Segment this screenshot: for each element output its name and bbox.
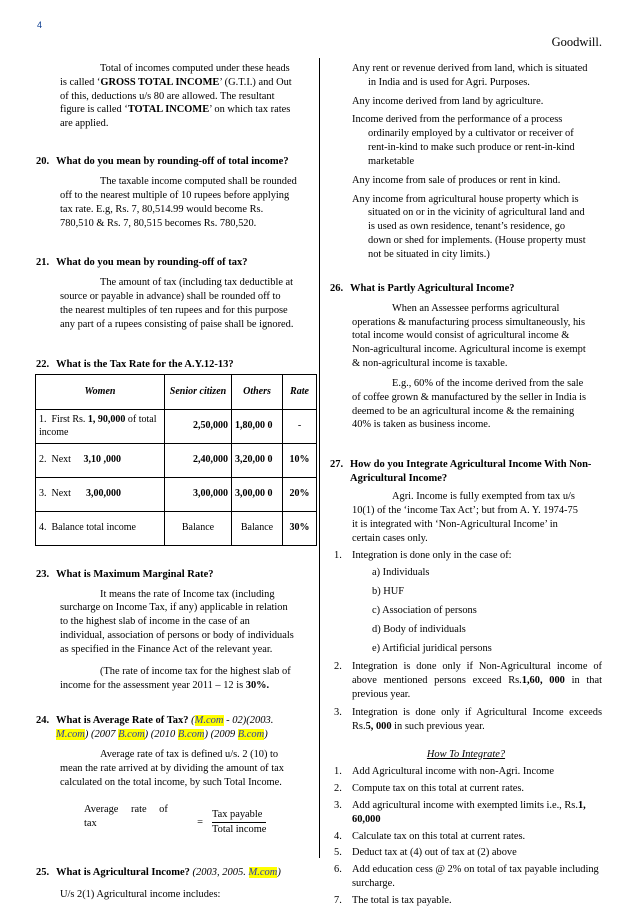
cell-others: 3,20,00 0 (232, 443, 283, 477)
table-row (36, 477, 317, 511)
table-row (36, 409, 317, 443)
question-21-answer: The amount of tax (including tax deductible at source or payable in advance) shall be rounded off to the nearest multiples of ten rupees and for this purpose any part of a rupees consisting of paise shall be ignored. (60, 277, 294, 330)
average-rate-formula: Average rate of tax = Tax payable Total income (84, 804, 267, 835)
intro-paragraph (36, 62, 308, 131)
question-26-answer: When an Assessee performs agricultural operations & manufacturing process simultaneously, his total income would consist of agricultural income & Non-agricultural income. Agricultural income is exempt & non-agricultural income is taxable. E.g., 60% of the income derived from the sale of coffee grown & manufactured by the seller in India is deemed to be an agricultural income & the remaining 40% is taken as business income. (352, 302, 587, 431)
agri-income-item: Any rent or revenue derived from land, which is situated in India and is used for Agri. Purposes. (352, 63, 588, 88)
list-item: 6. Add education cess @ 2% on total of tax payable including surcharge. (334, 864, 599, 890)
integration-steps (330, 765, 602, 907)
question-25-answer: U/s 2(1) Agricultural income includes: (60, 889, 221, 901)
cell-label: 3. Next 3,00,000 (36, 477, 165, 511)
intro-line: are applied. (60, 118, 109, 130)
agri-income-item: Any income from sale of produces or rent in kind. (352, 174, 561, 186)
list-item: 1. Integration is done only in the case of: (334, 550, 512, 562)
cell-senior: 2,40,000 (165, 443, 232, 477)
cell-rate: 30% (283, 511, 317, 545)
header-rate: Rate (283, 374, 317, 409)
list-item: e) Artificial juridical persons (372, 642, 492, 654)
list-item: 2. Compute tax on this total at current rates. (334, 783, 524, 795)
question-26-heading: 26. What is Partly Agricultural Income? (330, 282, 515, 294)
intro-line: of this, deductions u/s 80 are allowed. The resultant (60, 90, 275, 102)
header-senior: Senior citizen (165, 374, 232, 409)
cell-others: Balance (232, 511, 283, 545)
list-item: 3. Integration is done only if Agricultural Income exceeds Rs.5, 000 in such previous year. (334, 706, 602, 732)
integration-conditions (330, 549, 602, 563)
agri-income-item: Any income derived from land by agriculture. (352, 95, 544, 107)
question-20-heading: 20. What do you mean by rounding-off of total income? (36, 156, 289, 168)
question-24-answer: Average rate of tax is defined u/s. 2 (10) to mean the rate arrived at by dividing the amount of tax calculated on the total income, by such Total Income. (60, 749, 284, 788)
agri-income-item: Any income from agricultural house property which is situated on or in the vicinity of agricultural land and is used as own residence, tenant’s residence, go down or shed for implements. (House property must not be situated in city limits.) (352, 193, 586, 260)
question-24-heading: 24. What is Average Rate of Tax? (M.com - 02)(2003. M.com) (2007 B.com) (2010 B.com) (2009 B.com) (36, 715, 274, 741)
header-others: Others (232, 374, 283, 409)
right-column (330, 62, 602, 908)
list-item: d) Body of individuals (372, 623, 466, 635)
list-item: 2. Integration is done only if Non-Agricultural income of above mentioned persons exceed Rs.1,60, 000 in that previous year. (334, 661, 603, 701)
header-women: Women (36, 374, 165, 409)
question-23-heading: 23. What is Maximum Marginal Rate? (36, 568, 214, 580)
cell-label: 2. Next 3,10 ,000 (36, 443, 165, 477)
cell-label: 1. First Rs. 1, 90,000 of total income (36, 409, 165, 443)
table-row (36, 443, 317, 477)
tax-rate-table (35, 374, 317, 546)
list-item: 5. Deduct tax at (4) out of tax at (2) above (334, 847, 517, 859)
list-item: c) Association of persons (372, 604, 477, 616)
question-27-heading: 27. How do you Integrate Agricultural Income With Non-Agricultural Income? (330, 459, 592, 485)
intro-line: figure is called ‘TOTAL INCOME’ on which tax rates (60, 104, 291, 116)
question-23-answer: It means the rate of Income tax (including surcharge on Income Tax, if any) applicable in relation to the highest slab of income in the case of an individual, association of persons or body of individuals as specified in the Finance Act of the relevant year. (The rate of income tax for the highest slab of income for the assessment year 2011 – 12 is 30%. (60, 588, 294, 691)
list-item: 3. Add agricultural income with exempted limits i.e., Rs.1, 60,000 (334, 799, 586, 825)
intro-line: Total of incomes computed under these heads (100, 63, 290, 74)
cell-label: 4. Balance total income (36, 511, 165, 545)
question-22-heading: 22. What is the Tax Rate for the A.Y.12-13? (36, 358, 234, 370)
how-to-integrate-title: How To Integrate? (426, 748, 506, 760)
left-column (36, 62, 308, 902)
question-21-heading: 21. What do you mean by rounding-off of tax? (36, 257, 248, 269)
column-divider (319, 58, 320, 858)
question-27-answer: Agri. Income is fully exempted from tax u/s 10(1) of the ‘income Tax Act’; but from A. Y. 1974-75 it is integrated with ‘Non-Agricultural Income’ in certain cases only. (352, 491, 578, 544)
list-item: 1. Add Agricultural income with non-Agri. Income (334, 766, 554, 778)
agri-income-item: Income derived from the performance of a process ordinarily employed by a cultivator or receiver of rent-in-kind to make such produce or rent-in-kind marketable (352, 114, 575, 167)
cell-rate: 10% (283, 443, 317, 477)
cell-senior: 3,00,000 (165, 477, 232, 511)
brand-name: Goodwill. (551, 35, 602, 49)
intro-line: is called ‘GROSS TOTAL INCOME’ (G.T.I.) and Out (60, 76, 292, 88)
list-item: a) Individuals (372, 567, 430, 579)
cell-others: 1,80,00 0 (232, 409, 283, 443)
cell-others: 3,00,00 0 (232, 477, 283, 511)
question-25-heading: 25. What is Agricultural Income? (2003, 2005. M.com) (36, 867, 281, 879)
cell-rate: 20% (283, 477, 317, 511)
list-item: 7. The total is tax payable. (334, 894, 452, 906)
list-item: b) HUF (372, 586, 405, 598)
table-row (36, 511, 317, 545)
integration-conditions-cont (330, 660, 602, 733)
cell-senior: Balance (165, 511, 232, 545)
list-item: 4. Calculate tax on this total at current rates. (334, 830, 526, 842)
question-20-answer: The taxable income computed shall be rounded off to the nearest multiple of 10 rupees before applying tax rate. E.g, Rs. 7, 80,514.99 would become Rs. 780,510 & Rs. 7, 80,515 becomes Rs. 780,520. (60, 176, 297, 229)
cell-senior: 2,50,000 (165, 409, 232, 443)
page-number: 4 (37, 20, 43, 30)
cell-rate: - (283, 409, 317, 443)
table-header-row (36, 374, 317, 409)
eligible-persons-list (330, 566, 602, 655)
